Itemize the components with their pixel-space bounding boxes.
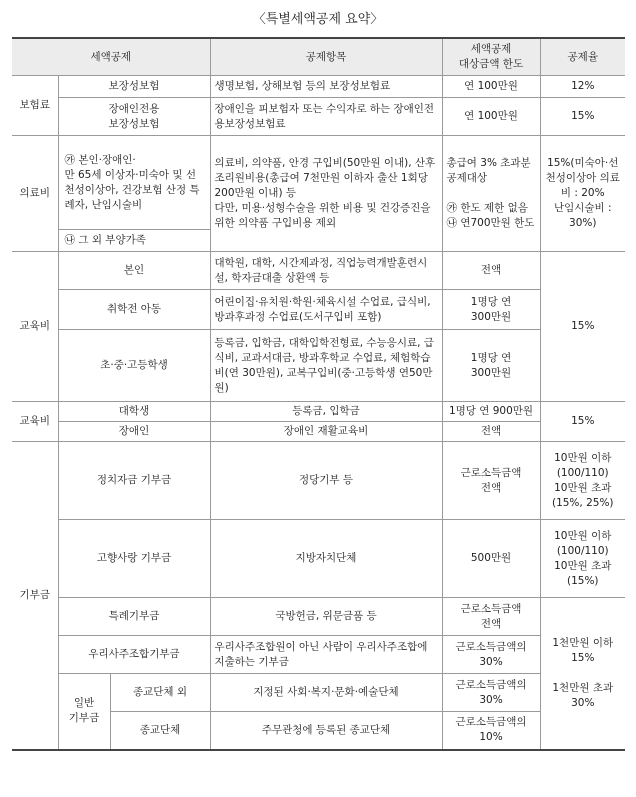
header-row	[12, 38, 625, 76]
table-row	[12, 422, 625, 442]
table-row	[12, 252, 625, 290]
row-limit: 전액	[442, 422, 540, 442]
special-tax-credit-table	[12, 37, 625, 751]
category-medical: 의료비	[12, 136, 58, 252]
row-name: 종교단체	[110, 712, 210, 750]
row-items: 국방헌금, 위문금품 등	[210, 598, 442, 636]
row-name: 보장성보험	[58, 76, 210, 98]
table-row	[12, 136, 625, 230]
row-limit: 전액	[442, 252, 540, 290]
row-items: 지정된 사회·복지·문화·예술단체	[210, 674, 442, 712]
row-limit: 1명당 연 300만원	[442, 330, 540, 402]
row-name: 종교단체 외	[110, 674, 210, 712]
row-items: 우리사주조합원이 아닌 사람이 우리사주조합에 지출하는 기부금	[210, 636, 442, 674]
medical-target-a: ㉮ 본인·장애인· 만 65세 이상자·미숙아 및 선천성이상아, 건강보험 산정 특례자, 난임시술비	[58, 136, 210, 230]
row-rate: 10만원 이하 (100/110) 10만원 초과 (15%, 25%)	[540, 442, 625, 520]
row-limit: 500만원	[442, 520, 540, 598]
row-items: 대학원, 대학, 시간제과정, 직업능력개발훈련시설, 학자금대출 상환액 등	[210, 252, 442, 290]
header-limit: 세액공제 대상금액 한도	[442, 38, 540, 76]
row-items: 장애인 재활교육비	[210, 422, 442, 442]
row-rate: 15%(미숙아·선천성이상아 의료비 : 20% 난임시술비 : 30%)	[540, 136, 625, 252]
row-limit: 근로소득금액의 30%	[442, 674, 540, 712]
row-name: 장애인전용 보장성보험	[58, 98, 210, 136]
table-row	[12, 442, 625, 520]
row-items: 등록금, 입학금, 대학입학전형료, 수능응시료, 급식비, 교과서대금, 방과후학교 수업료, 체험학습비(연 30만원), 교복구입비(중·고등학생 연50만원)	[210, 330, 442, 402]
row-name: 우리사주조합기부금	[58, 636, 210, 674]
category-education: 교육비	[12, 252, 58, 402]
row-items: 지방자치단체	[210, 520, 442, 598]
row-items: 생명보험, 상해보험 등의 보장성보험료	[210, 76, 442, 98]
table-row	[12, 598, 625, 636]
category-education-2: 교육비	[12, 402, 58, 442]
page-title: 〈특별세액공제 요약〉	[252, 12, 384, 27]
row-items: 주무관청에 등록된 종교단체	[210, 712, 442, 750]
table-row	[12, 76, 625, 98]
row-limit: 근로소득금액 전액	[442, 442, 540, 520]
row-name: 특례기부금	[58, 598, 210, 636]
category-donation: 기부금	[12, 442, 58, 750]
header-items: 공제항목	[210, 38, 442, 76]
row-name: 장애인	[58, 422, 210, 442]
row-items: 등록금, 입학금	[210, 402, 442, 422]
table-row	[12, 290, 625, 330]
row-limit: 1명당 연 900만원	[442, 402, 540, 422]
row-name: 취학전 아동	[58, 290, 210, 330]
row-items: 장애인을 피보험자 또는 수익자로 하는 장애인전용보장성보험료	[210, 98, 442, 136]
row-rate: 15%	[540, 402, 625, 442]
row-limit: 근로소득금액의 30%	[442, 636, 540, 674]
row-rate: 12%	[540, 76, 625, 98]
row-limit: 연 100만원	[442, 76, 540, 98]
row-limit: 근로소득금액의 10%	[442, 712, 540, 750]
row-name: 정치자금 기부금	[58, 442, 210, 520]
table-row	[12, 636, 625, 674]
row-limit: 총급여 3% 초과분 공제대상 ㉮ 한도 제한 없음 ㉯ 연700만원 한도	[442, 136, 540, 252]
table-row	[12, 520, 625, 598]
row-items: 의료비, 의약품, 안경 구입비(50만원 이내), 산후조리원비용(총급여 7천만원 이하자 출산 1회당 200만원 이내) 등 다만, 미용·성형수술을 위한 비용 및 건강증진을 위한 의약품 구입비용 제외	[210, 136, 442, 252]
medical-target-b: ㉯ 그 외 부양가족	[58, 230, 210, 252]
row-items: 어린이집·유치원·학원·체육시설 수업료, 급식비, 방과후과정 수업료(도서구입비 포함)	[210, 290, 442, 330]
row-rate: 10만원 이하 (100/110) 10만원 초과 (15%)	[540, 520, 625, 598]
row-name: 초·중·고등학생	[58, 330, 210, 402]
row-rate: 15%	[540, 98, 625, 136]
row-rate: 15%	[540, 252, 625, 402]
row-name: 본인	[58, 252, 210, 290]
table-row	[12, 402, 625, 422]
row-name: 고향사랑 기부금	[58, 520, 210, 598]
header-deduction: 세액공제	[12, 38, 210, 76]
table-row	[12, 330, 625, 402]
header-rate: 공제율	[540, 38, 625, 76]
table-row	[12, 98, 625, 136]
row-limit: 연 100만원	[442, 98, 540, 136]
row-limit: 1명당 연 300만원	[442, 290, 540, 330]
row-rate: 1천만원 이하 15% 1천만원 초과 30%	[540, 598, 625, 750]
category-insurance: 보험료	[12, 76, 58, 136]
general-donation-label: 일반 기부금	[58, 674, 110, 750]
row-name: 대학생	[58, 402, 210, 422]
row-items: 정당기부 등	[210, 442, 442, 520]
row-limit: 근로소득금액 전액	[442, 598, 540, 636]
table-row	[12, 674, 625, 712]
